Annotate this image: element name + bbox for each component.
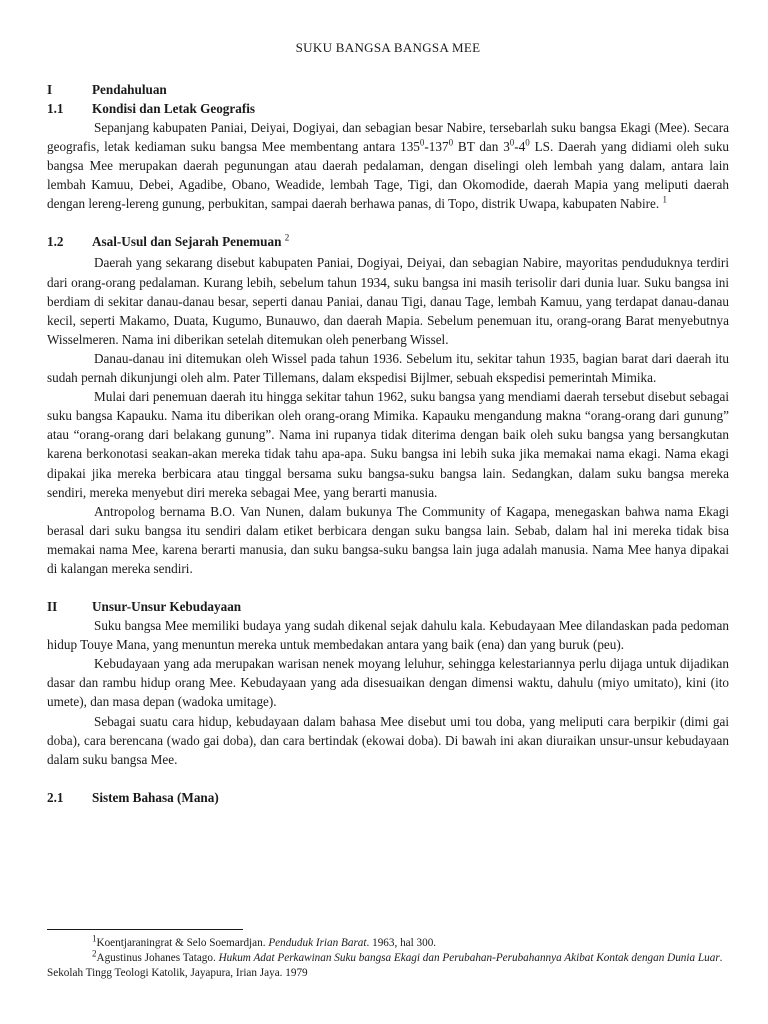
section-title: Unsur-Unsur Kebudayaan (92, 599, 242, 615)
section-title: Pendahuluan (92, 82, 167, 97)
footnote-2: $^2$Agustinus Johanes Tatago. Hukum Adat Perkawinan Suku bangsa Ekagi dan Perubahan-Perubahannya Akibat Kontak dengan Dunia Luar. Sekolah Tingg Teologi Katolik, Jayapura, Irian Jaya. 1979 (47, 948, 723, 979)
paragraph: Kebudayaan yang ada merupakan warisan nenek moyang leluhur, sehingga kelestariannya perlu dijaga untuk dijadikan dasar dan rambu hidup orang Mee. Kebudayaan yang ada disesuaikan dengan dimensi waktu, dahulu (miyo umitato), kini (ito umete), dan masa depan (wadoka umitage). (47, 656, 729, 710)
paragraph-geography: Sepanjang kabupaten Paniai, Deiyai, Dogiyai, dan sebagian besar Nabire, tersebarlah suku bangsa Ekagi (Mee). Secara geografis, letak kediaman suku bangsa Mee membentang antara $135^0-137^0$ BT dan $3^0-4^0$ LS. Daerah yang didiami oleh suku bangsa Mee merupakan daerah pegunungan atau daerah pedalaman, dengan diselingi oleh lembah yang dalam, antara lain lembah Kamuu, Debei, Agadibe, Obano, Weadide, lembah Tage, Tigi, dan Okomodide, daerah Mapia yang meliputi daerah dengan lereng-lereng gunung, perbukitan, sampai daerah berhawa panas, di Topo, distrik Uwapa, kabupaten Nabire. $^1$ (47, 120, 730, 212)
section-heading-1-2 (47, 232, 729, 251)
footnote-divider (47, 929, 243, 930)
section-number: 2.1 (47, 789, 64, 805)
paragraph: Danau-danau ini ditemukan oleh Wissel pada tahun 1936. Sebelum itu, sekitar tahun 1935, bagian barat dari daerah itu sudah pernah dikunjungi oleh alm. Pater Tillemans, dalam ekspedisi Bijlmer, sebuah ekspedisi pemerintah Mimika. (47, 350, 729, 386)
section-number: 1.1 (47, 101, 64, 116)
paragraph: Antropolog bernama B.O. Van Nunen, dalam bukunya The Community of Kagapa, menegaskan bahwa nama Ekagi berasal dari suku bangsa itu sendiri dalam etiket berbicara dengan suku bangsa lain. Sebab, dalam hal ini mereka tidak bisa memakai nama Mee, karena berarti manusia, dan suku bangsa-suku bangsa lain juga adalah manusia. Nama Mee hanya dipakai di kalangan mereka sendiri. (47, 503, 729, 576)
document-title: SUKU BANGSA BANGSA MEE (295, 40, 481, 55)
section-title: Kondisi dan Letak Geografis (92, 101, 256, 116)
paragraph: Sebagai suatu cara hidup, kebudayaan dalam bahasa Mee disebut umi tou doba, yang meliputi cara berpikir (dimi gai doba), cara berencana (wado gai doba), dan cara bertindak (ekowai doba). Di bawah ini akan diuraikan unsur-unsur kebudayaan dalam suku bangsa Mee. (47, 713, 729, 767)
section-number: I (47, 82, 53, 97)
document-page (47, 40, 729, 807)
paragraph: Mulai dari penemuan daerah itu hingga sekitar tahun 1962, suku bangsa yang mendiami daerah tersebut disebut sebagai suku bangsa Kapauku. Nama itu diberikan oleh orang-orang Mimika. Kapauku mengandung makna “orang-orang dari gunung” atau “orang-orang dari belakang gunung”. Nama ini rupanya tidak diterima dengan baik oleh suku bangsa yang bersangkutan karena berkonotasi seakan-akan mereka tidak tahu apa-apa. Suku bangsa ini lebih suka jika memakai nama ekagi. Nama ekagi dipakai jika mereka berbicara atau tinggal bersama suku bangsa-suku bangsa lain. Sedangkan, dalam suku bangsa mereka sendiri, mereka menyebut diri mereka sebagai Mee, yang berarti manusia. (47, 389, 729, 500)
section-title: Sistem Bahasa (Mana) (92, 789, 219, 805)
footnote-ref: 1 (662, 194, 668, 205)
section-number: 1.2 (47, 234, 64, 250)
paragraph: Daerah yang sekarang disebut kabupaten Paniai, Dogiyai, Deiyai, dan sebagian Nabire, mayoritas penduduknya terdiri dari orang-orang pedalaman. Kurang lebih, sebelum tahun 1934, suku bangsa ini masih terisolir dari dunia luar. Suku bangsa ini berdiam di sekitar danau-danau besar, seperti danau Paniai, danau Tigi, danau Tage, lembah Kamuu, yang terdapat danau-danau kecil, seperti Makamo, Duata, Kugumo, Bunauwo, dan daerah Mapia. Sebelum penemuan itu, orang-orang Barat menyebutnya Wisselmeren. Nama ini diberikan setelah ditemukan oleh penerbang Wissel. (47, 255, 729, 347)
section-number: II (47, 599, 58, 615)
section-title: Asal-Usul dan Sejarah Penemuan $^2$ (92, 233, 290, 250)
section-heading-2-1 (47, 788, 729, 807)
footnotes (47, 933, 729, 981)
paragraph: Suku bangsa Mee memiliki budaya yang sudah dikenal sejak dahulu kala. Kebudayaan Mee dilandaskan pada pedoman hidup Touye Mana, yang menuntun mereka untuk membedakan antara yang baik (ena) dan yang buruk (peu). (47, 618, 729, 653)
section-heading-1-1 (47, 99, 729, 118)
section-heading-2 (47, 597, 729, 616)
footnote-1: $^1$Koentjaraningrat & Selo Soemardjan. Penduduk Irian Barat. 1963, hal 300. (92, 933, 437, 949)
section-heading-1 (47, 80, 729, 99)
footnote-ref: 2 (284, 233, 290, 244)
